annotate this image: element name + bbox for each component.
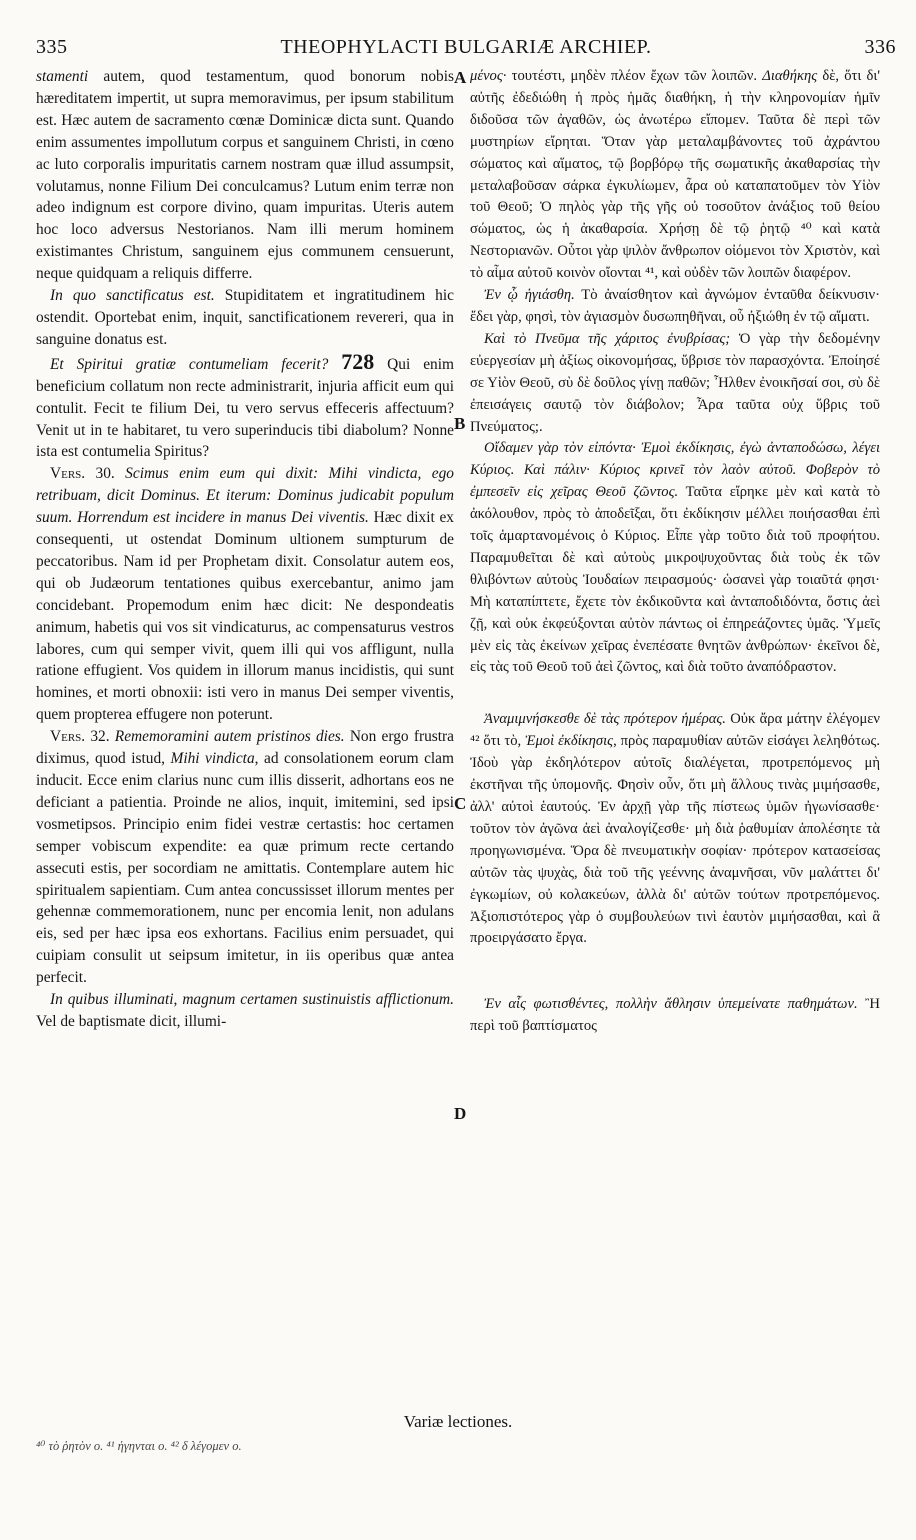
latin-lemma: Et Spiritui gratiæ contumeliam fecerit? bbox=[50, 355, 329, 373]
latin-lemma: Scimus enim eum qui dixit: Mihi vindicta, ego retribuam, dicit Dominus. Et iterum: Dominus judicabit populum suum. Horrendum est incidere in manus Dei viventis. bbox=[36, 465, 454, 527]
running-title: THEOPHYLACTI BULGARIÆ ARCHIEP. bbox=[280, 36, 652, 58]
latin-citation: Mihi vindicta bbox=[170, 750, 255, 768]
greek-text: δὲ, ὅτι δι' αὐτῆς ἐδεδιώθη ἡ πρὸς ἡμᾶς διαθήκη, ἡ τὴν κληρονομίαν ἡμῖν διδοῦσα τῶν ἀγαθῶν, ὡς ἀνωτέρω εἴπομεν. Ταῦτα δὲ περὶ τῶν μυστηρίων εἴρηται. Ὅταν γὰρ μεταλαμβάνοντες τοῦ ἀχράντου σώματος καὶ αἵματος, τῷ βορβόρῳ τῆς σωματικῆς ἀκαθαρσίας τὴν μεταλαβοῦσαν σάρκα ἐγκυλίωμεν, ἆρα οὐ καταπατοῦμεν τὸν Υἱὸν τοῦ Θεοῦ; Ὁ πηλὸς γὰρ τῆς γῆς οὐ τοσοῦτον ἀνάξιος τοῦ θείου σώματος, ὡς ἡ ἀκαθαρσία. Χρήσῃ δὲ τῷ ῥητῷ ⁴⁰ καὶ κατὰ Νεστοριανῶν. Οὗτοι γὰρ ψιλὸν ἄνθρωπον οἰόμενοι τὸν Χριστὸν, καὶ τὸ αἷμα αὐτοῦ κοινὸν οἴονται ⁴¹, καὶ οὐδὲν τῶν λοιπῶν διαφέρον. bbox=[470, 68, 880, 282]
latin-paragraph bbox=[36, 66, 454, 285]
section-marker-b: B bbox=[454, 414, 466, 433]
latin-paragraph bbox=[36, 348, 454, 464]
greek-citation: Ἐμοὶ ἐκδίκησις bbox=[525, 733, 614, 750]
latin-lemma: Rememoramini autem pristinos dies. bbox=[109, 728, 345, 746]
greek-paragraph bbox=[470, 329, 880, 439]
latin-paragraph bbox=[36, 285, 454, 351]
greek-paragraph bbox=[470, 438, 880, 679]
greek-text: Ὁ γὰρ τὴν δεδομένην εὐεργεσίαν μὴ ἀξίως οἰκονομήσας, ὕβρισε τὸν παρασχόντα. Ἐποίησέ σε Υἱὸν Θεοῦ, σὺ δὲ δοῦλος γίνῃ παθῶν; Ἦλθεν ἐνοικῆσαί σοι, σὺ δὲ ἐπεισάγεις σαυτῷ τὸν διάβολον; Ἆρα ταῦτα οὐχ ὕβρις τοῦ Πνεύματος;. bbox=[470, 330, 881, 435]
latin-text: Stupiditatem et ingratitudinem hic ostendit. Oportebat enim, inquit, sanctificationem revereri, qua in sanguine donatus est. bbox=[36, 287, 454, 348]
greek-paragraph bbox=[470, 709, 880, 950]
greek-column bbox=[470, 66, 880, 1038]
greek-lemma: μένος· bbox=[470, 68, 507, 84]
latin-text: Non ergo frustra diximus, quod istud, bbox=[36, 728, 454, 768]
greek-text: Τὸ ἀναίσθητον καὶ ἀγνώμον ἐνταῦθα δείκνυσιν· ἔδει γὰρ, φησὶ, τὸν ἁγιασμὸν δυσωπηθῆναι, οὗ ἠξιώθη ἐν τῷ αἵματι. bbox=[470, 287, 880, 325]
greek-text: , πρὸς παραμυθίαν αὐτῶν εἰσάγει λεληθότως. Ἰδοὺ γὰρ ἐκδηλότερον αὐτοῖς διαλέγεται, προτρεπόμενος μὴ ἐκστῆναι τῆς ὑπομονῆς. Φησὶν οὖν, ὅτι μὴ ἄλλους τινὰς μιμήσασθε, ἀλλ' αὐτοὶ ἑαυτούς. Ἐν ἀρχῇ γὰρ τῆς πίστεως ὑμῶν ἠγωνίσασθε· τοῦτον τὸν ἀγῶνα ἀεὶ ἀναλογίζεσθε· μὴ διὰ ῥαθυμίαν ἀπολέσητε τὰ προηγωνισμένα. Ὅρα δὲ πνευματικὴν σοφίαν· πρότερον κατασείσας αὐτῶν τὰς ψυχὰς, διὰ τοῦ τῆς γεέννης ἀναμνῆσαι, νῦν μαλάττει δι' ἐγκωμίων, οὐ κολακεύων, ἀλλὰ δι' αὐτῶν τούτων προτρεπόμενος. Ἀξιοπιστότερος γὰρ ὁ συμβουλεύων τινὶ ἑαυτὸν μιμήσασθαι, καὶ ἃ προειργάσατο ἔργα. bbox=[470, 733, 880, 947]
greek-paragraph bbox=[470, 66, 880, 285]
latin-paragraph bbox=[36, 463, 454, 726]
latin-text: autem, quod testamentum, quod bonorum nobis hæreditatem impertit, ut supra memoravimus, per ipsum stabilitum est. Hæc autem de sacramento cœnæ Dominicæ dicta sunt. Quando enim assumentes impollutum corpus et sanguinem Christi, in cœno ac luto corporalis impuritatis carnem nostram quæ illud assumpsit, volutamus, nonne Filium Dei conculcamus? Lutum enim terræ non adeo indignum est corpore divino, quam impuritas. Uteris autem hoc loco adversus Nestorianos. Nam illi merum hominem existimantes Christum, sanguinem ejus communem censuerunt, neque quidquam a reliquis differre. bbox=[36, 68, 454, 283]
page-header bbox=[36, 36, 896, 64]
latin-column bbox=[36, 66, 454, 1033]
greek-lemma: Καὶ τὸ Πνεῦμα τῆς χάριτος ἐνυβρίσας; bbox=[484, 330, 731, 347]
section-marker-d: D bbox=[454, 1104, 467, 1123]
latin-paragraph bbox=[36, 726, 454, 989]
footnotes: ⁴⁰ τὸ ῥητὸν ο. ⁴¹ ἡγηνται ο. ⁴² δ λέγομεν ο. bbox=[36, 1439, 242, 1453]
column-number: 728 bbox=[341, 348, 375, 374]
greek-paragraph bbox=[470, 994, 880, 1038]
greek-text: Ταῦτα εἴρηκε μὲν καὶ κατὰ τὸ ἀκόλουθον, πρὸς τὸ ἀποδεῖξαι, ὅτι ἐκδίκησιν μέλλει ποιήσασθαι ἐπὶ τοῖς ἁμαρτανομένοις ὁ Κύριος. Εἶπε γὰρ τοῦτο διὰ τοῦ προφήτου. Παραμυθεῖται δὲ καὶ αὐτοὺς μικροψυχοῦντας διὰ τοὺς ἐκ τῶν θλιβόντων αὐτοὺς Ἰουδαίων πειρασμούς· ὡσανεὶ γὰρ τοιαῦτά φησι· Μὴ καταπίπτετε, ἔχετε τὸν ἐκδικοῦντα καὶ ἀνταποδιδόντα, ὅστις ἀεὶ ζῇ, καὶ οὐκ ἐκφεύξονται αὐτὸν πάντως οἱ ἐπηρεάζοντες ὑμᾶς. Ὑμεῖς μὲν εἰς τὰς ἐκείνων χεῖρας ἐνεπέσατε θνητῶν ἀνθρώπων· ἐκεῖνοι δὲ, εἰς τὰς τοῦ Θεοῦ τοῦ ἀεὶ ζῶντος, καὶ διὰ τοῦτο ἀναπόδραστον. bbox=[470, 484, 880, 676]
section-marker-c: C bbox=[454, 794, 467, 813]
latin-text: , ad consolationem eorum clam inducit. Ecce enim clarius nunc cum illis disserit, adhortans eos ne deficiant a patientia. Proinde ne alios, inquit, imitemini, sed ipsi vosmetipsos. Principio enim fidei vestræ certastis: hoc certamen semper vobiscum expendite: ea quæ primum recte certando assecuti estis, per socordiam ne amittatis. Contemplare autem hic spiritualem sapientiam. Cum antea concussisset illorum mentes per gehennæ commemorationem, nunc per encomia lenit, non adulans eis, sed per hæc ipsa eos exhortans. Facilius enim persuadet, qui cuipiam consulit ut seipsum imitetur, in iis operibus quæ antea perfecit. bbox=[36, 750, 454, 987]
section-marker-a: A bbox=[454, 68, 467, 87]
page-number-left: 335 bbox=[36, 36, 68, 58]
verse-label: Vers. 30. bbox=[50, 465, 115, 483]
greek-lemma: Ἐν ᾧ ἡγιάσθη. bbox=[484, 287, 575, 304]
latin-paragraph bbox=[36, 989, 454, 1033]
greek-lemma: Ἀναμιμνήσκεσθε δὲ τὰς πρότερον ἡμέρας. bbox=[484, 711, 726, 728]
latin-text: Vel de baptismate dicit, illumi- bbox=[36, 1012, 227, 1030]
verse-label: Vers. 32. bbox=[50, 728, 110, 746]
greek-paragraph bbox=[470, 285, 880, 329]
greek-lemma: Ἐν αἷς φωτισθέντες, πολλὴν ἄθλησιν ὑπεμείνατε παθημάτων. bbox=[484, 996, 858, 1013]
greek-lemma: Διαθήκης bbox=[762, 68, 818, 84]
variae-lectiones-title: Variæ lectiones. bbox=[403, 1412, 513, 1431]
latin-lemma: stamenti bbox=[36, 68, 89, 85]
page-number-right: 336 bbox=[864, 36, 896, 58]
greek-text: Ἢ περὶ τοῦ βαπτίσματος bbox=[470, 996, 880, 1035]
latin-text: Hæc dixit ex consequenti, ut ostendat Dominum ultionem sumpturum de peccatoribus. Nam id per Prophetam dixit. Consolatur autem eos, qui ob Judæorum tentationes quibus exercebantur, animo jam concidebant. Propemodum enim hæc dicit: Ne despondeatis animum, habetis qui vos sit vindicaturus, ac compensaturus vestros labores, cum qui semper vivit, quem illi qui vos affligunt, nulla ratione effugient. Vos quidem in illorum manus incidistis, qui sunt homines, et morti obnoxii: isti vero in manus Dei semper viventis, quem propterea effugere non poterunt. bbox=[36, 509, 454, 724]
greek-lemma: Οἴδαμεν γὰρ τὸν εἰπόντα· Ἐμοὶ ἐκδίκησις, ἐγὼ ἀνταποδώσω, λέγει Κύριος. Καὶ πάλιν· Κύριος κρινεῖ τὸν λαὸν αὐτοῦ. Φοβερὸν τὸ ἐμπεσεῖν εἰς χεῖρας Θεοῦ ζῶντος. bbox=[470, 440, 880, 501]
latin-lemma: In quo sanctificatus est. bbox=[50, 287, 215, 305]
latin-lemma: In quibus illuminati, magnum certamen sustinuistis afflictionum. bbox=[50, 991, 454, 1009]
latin-text: Qui enim beneficium collatum non recte administrarit, injuria afficit eum qui contulit. Fecit te filium Dei, tu vero servus effeceris affectuum? Venit ut in te habitaret, tu vero superinducis tibi diabolum? Nonne ista est contumelia Spiritus? bbox=[36, 355, 454, 461]
greek-text: τουτέστι, μηδὲν πλέον ἔχων τῶν λοιπῶν. bbox=[506, 68, 763, 84]
greek-text: Οὐκ ἄρα μάτην ἐλέγομεν ⁴² ὅτι τὸ, bbox=[470, 711, 880, 750]
